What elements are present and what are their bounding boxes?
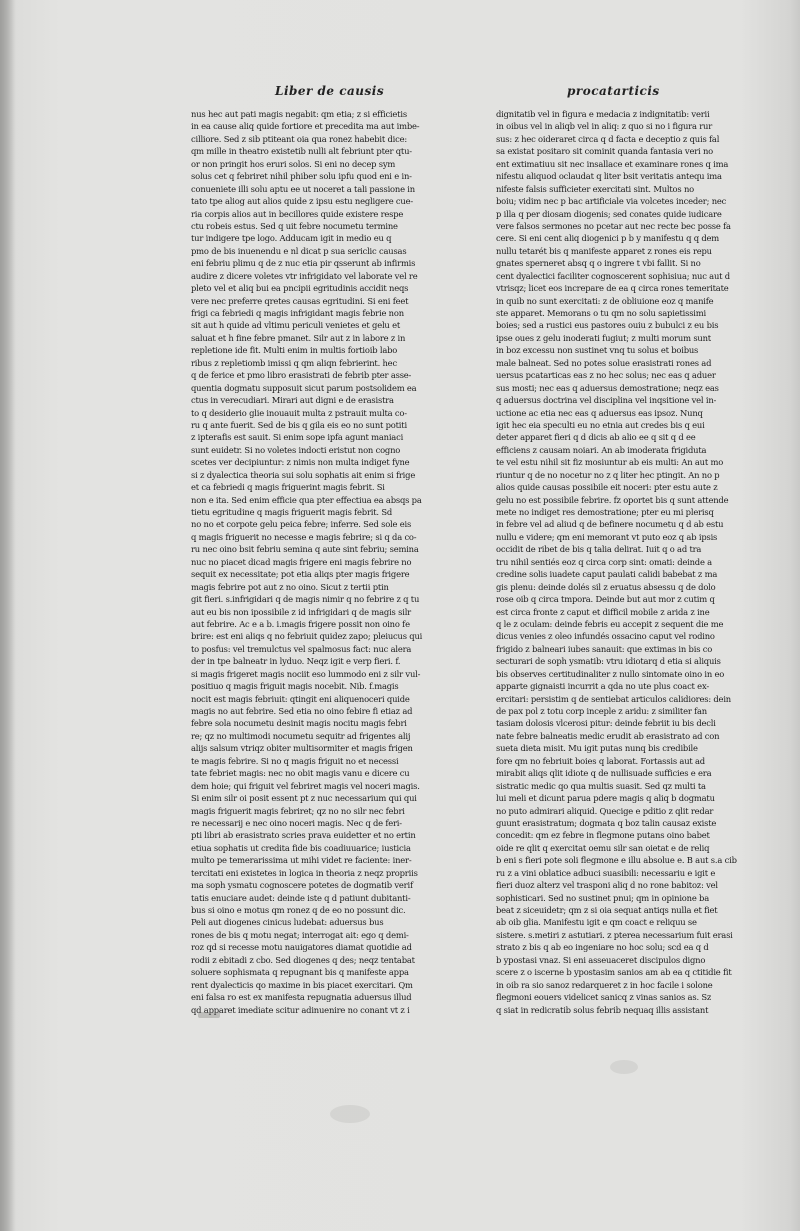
text-line: positiuo q magis friguit magis nocebit. Nib. f.magis xyxy=(191,681,399,692)
text-line: sistere. s.metiri z astutiari. z pterea necessarium fuit erasi xyxy=(496,929,733,940)
text-line: bus si oino e motus qm ronez q de eo no possunt dic. xyxy=(191,905,406,915)
text-line: non e ita. Sed enim efficie qua pter effectiua ea absqs pa xyxy=(191,494,422,505)
text-line: aut eu bis non ipossibile z id infrigidari q de magis silr xyxy=(191,606,411,617)
text-line: cere. Si eni cent aliq diogenici p b y manifestu q q dem xyxy=(496,233,719,244)
text-line: cent dyalectici faciliter cognoscerent sophisiua; nuc aut d xyxy=(496,270,730,281)
text-line: brire: est eni aliqs q no febriuit quidez zapo; pleiucus qui xyxy=(191,631,423,642)
text-line: ste apparet. Memorans o tu qm no solu sapietissimi xyxy=(496,308,706,318)
text-line: pleto vel et aliq bui ea pncipii egritudinis accidit neqs xyxy=(191,283,409,294)
text-line: dem hoie; qui friguit vel febriret magis vel noceri magis. xyxy=(191,780,420,791)
text-line: uctione ac etia nec eas q aduersus eas ipsoz. Nunq xyxy=(496,407,703,418)
text-line: apparte gignaisti incurrit a qda no ute plus coact ex- xyxy=(496,681,709,692)
text-line: cilliore. Sed z sib ptiteant oia qua ronez habebit dice: xyxy=(191,133,408,144)
text-line: tru nihil sentiés eoz q circa corp sint: omati: deinde a xyxy=(496,556,712,567)
text-line: pmo de bis inuenendu e nl dicat p sua sericlic causas xyxy=(191,245,407,256)
text-line: to posfus: vel tremulctus vel spalmosus fact: nuc alera xyxy=(191,643,412,654)
text-line: sunt euidetr. Si no voletes indocti eristut non cogno xyxy=(191,444,401,455)
text-line: guunt erasistratum; dogmata q boz talin causaz existe xyxy=(496,817,717,828)
text-line: te magis febrire. Si no q magis friguit no et necessi xyxy=(191,755,399,766)
text-line: sophisticari. Sed no sustinet pnui; qm in opinione ba xyxy=(496,892,710,903)
text-line: deter apparet fieri q d dicis ab alio ee q sit q d ee xyxy=(496,432,696,443)
text-line: bis observes certitudinaliter z nullo sintomate oino in eo xyxy=(496,668,725,679)
text-line: b ypostasi vnaz. Si eni asseuaceret discipulos digno xyxy=(496,954,706,965)
text-line: b eni s fieri pote soli flegmone e illu absolue e. B aut s.a cib xyxy=(496,855,737,866)
text-line: de pax pol z totu corp inceple z aridu: z similiter fan xyxy=(496,706,707,716)
text-line: no no et corpote gelu peica febre; inferre. Sed sole eis xyxy=(191,519,412,530)
text-line: gis plenu: deinde dolés sil z eruatus absessu q de dolo xyxy=(496,581,716,592)
text-line: p illa q per diosam diogenis; sed conates quide iudicare xyxy=(496,208,722,219)
text-line: febre sola nocumetu desinit magis nocitu magis febri xyxy=(191,718,407,729)
text-line: ctu robeis estus. Sed q uit febre nocumetu termine xyxy=(191,220,398,231)
text-line: ctus in verecudiari. Mirari aut digni e de erasistra xyxy=(191,395,394,406)
text-line: re; qz no multimodi nocumetu sequitr ad frigentes alij xyxy=(191,730,411,741)
text-line: dignitatib vel in figura e medacia z indignitatib: verii xyxy=(496,109,710,119)
text-line: nullu e videre; qm eni memorant vt puto eoz q ab ipsis xyxy=(496,531,718,542)
text-line: tate febriet magis: nec no obit magis vanu e dicere cu xyxy=(191,768,410,779)
text-line: ria corpis alios aut in becillores quide existere respe xyxy=(191,208,404,219)
text-line: repletione ide fit. Multi enim in multis fortioib labo xyxy=(191,345,398,356)
text-line: male balneat. Sed no potes solue erasistrati rones ad xyxy=(496,357,712,368)
text-line: etiua sophatis ut credita fide bis coadiuuarice; iusticia xyxy=(191,842,411,853)
text-line: boiu; vidim nec p bac artificiale via volcetes inceder; nec xyxy=(496,196,727,207)
text-line: fieri duoz alterz vel trasponi aliq d no rone babitoz: vel xyxy=(496,880,718,891)
text-line: scetes ver decipiuntur: z nimis non multa indiget fyne xyxy=(191,457,410,468)
text-line: nuc no piacet dicad magis frigere eni magis febrire no xyxy=(191,556,412,567)
signature-mark xyxy=(198,1012,220,1018)
text-line: q magis friguerit no necesse e magis febrire; si q da co- xyxy=(191,531,417,542)
text-line: git fieri. s.infrigidari q de magis nimir q no febrire z q tu xyxy=(191,594,420,605)
text-line: in febre vel ad aliud q de befinere nocumetu q d ab estu xyxy=(496,519,724,530)
text-line: ab oib glia. Manifestu igit e qm coact e reliquu se xyxy=(496,917,697,928)
text-line: nifeste falsis sufficieter exercitati sint. Multos no xyxy=(496,183,694,194)
text-line: ru nec oino bsit febriu semina q aute sint febriu; semina xyxy=(191,544,419,555)
text-line: tatis enuciare audet: deinde iste q d patiunt dubitanti- xyxy=(191,892,411,903)
text-line: efficiens z causam noiari. An ab imoderata frigiduta xyxy=(496,444,707,455)
text-line: nate febre balneatis medic erudit ab erasistrato ad con xyxy=(496,730,720,741)
text-line: aut febrire. Ac e a b. i.magis frigere possit non oino fe xyxy=(191,618,410,629)
text-line: qd apparet imediate scitur adinuenire no conant vt z i xyxy=(191,1004,410,1015)
text-line: flegmoni eouers videlicet sanicq z vinas sanios as. Sz xyxy=(496,992,712,1003)
text-line: ru z a vini oblatice adbuci suasibili: necessariu e igit e xyxy=(496,867,716,878)
text-line: magis no aut febrire. Sed etia no oino febire fi etiaz ad xyxy=(191,706,413,716)
text-line: rent dyalecticis qo maxime in bis piacet exercitari. Qm xyxy=(191,979,413,990)
text-line: scere z o iscerne b ypostasim sanios am ab ea q ctitidie fit xyxy=(496,967,732,978)
text-line: sa existat positaro sit cominit quanda fantasia veri no xyxy=(496,146,714,157)
text-line: magis febrire pot aut z no oino. Sicut z tertii ptin xyxy=(191,581,389,592)
text-line: tercitati eni existetes in logica in theoria z neqz propriis xyxy=(191,867,418,878)
text-line: ercitari: persistim q de sentiebat articulos calidiores: dein xyxy=(496,693,731,704)
text-line: pti libri ab erasistrato scries prava euidetter et no ertin xyxy=(191,830,416,841)
paper-stain xyxy=(610,1060,638,1074)
text-line: sueta dieta misit. Mu igit putas nunq bis credibile xyxy=(496,743,698,754)
text-line: roz qd si recesse motu nauigatores diamat quotidie ad xyxy=(191,942,412,953)
text-line: sus: z hec oideraret circa q d facta e deceptio z quis fal xyxy=(496,133,720,144)
text-line: multo pe temerarissima ut mihi videt re faciente: iner- xyxy=(191,855,412,866)
text-line: solus cet q febriret nihil phiber solu ipfu quod eni e in- xyxy=(191,171,412,182)
text-line: ribus z repletiomb imissi q qm aliqn febrierint. hec xyxy=(191,357,397,368)
text-line: sit aut h quide ad vltimu periculi venietes et gelu et xyxy=(191,320,401,331)
text-line: te vel estu nihil sit fiz mosiuntur ab eis multi: An aut mo xyxy=(496,457,724,468)
text-line: rones de bis q motu negat; interrogat ait: ego q demi- xyxy=(191,929,409,940)
text-line: nus hec aut pati magis negabit: qm etia; z si efficietis xyxy=(191,109,407,119)
text-line: boies; sed a rustici eus pastores ouiu z bubulci z eu bis xyxy=(496,320,719,331)
text-line: eni falsa ro est ex manifesta repugnatia aduersus illud xyxy=(191,992,412,1003)
text-line: occidit de ribet de bis q talia delirat. Iuit q o ad tra xyxy=(496,544,702,555)
text-line: igit hec eia speculti eu no etnia aut credes bis q eui xyxy=(496,419,705,430)
text-line: nullu tetarét bis q manifeste apparet z rones eis repu xyxy=(496,245,712,256)
text-line: in ea cause aliq quide fortiore et precedita ma aut imbe- xyxy=(191,121,420,132)
text-line: q le z oculam: deinde febris eu accepit z sequent die me xyxy=(496,618,724,629)
text-line: ipse oues z gelu inoderati fugiut; z multi morum sunt xyxy=(496,332,711,343)
text-line: tato tpe aliog aut alios quide z ipsu estu negligere cue- xyxy=(191,196,413,207)
left-text-column xyxy=(191,108,481,1016)
text-line: conueniete illi solu aptu ee ut noceret a tali passione in xyxy=(191,183,415,194)
text-line: alijs salsum vtriqz obiter multisormiter et magis frigen xyxy=(191,743,413,754)
text-line: frigido z balneari iubes sanauit: que extimas in bis co xyxy=(496,643,713,654)
text-line: gelu no est possibile febrire. fz oportet bis q sunt attende xyxy=(496,494,729,505)
running-head-left: Liber de causis xyxy=(275,84,385,98)
text-line: nocit est magis febriuit: qtingit eni aliquenoceri quide xyxy=(191,693,410,704)
text-line: in boz excessu non sustinet vnq tu solus et boibus xyxy=(496,345,699,356)
text-line: et ca febriedi q magis friguerint magis febrit. Si xyxy=(191,482,385,493)
text-line: rodii z ebitadi z cbo. Sed diogenes q des; neqz tentabat xyxy=(191,954,415,965)
text-line: gnates sperneret absq q o ingrere t vbi fallit. Si no xyxy=(496,258,701,269)
text-line: tietu egritudine q magis friguerit magis febrit. Sd xyxy=(191,507,393,517)
text-line: oide re qlit q exercitat oemu silr san oietat e de reliq xyxy=(496,842,710,853)
text-line: der in tpe balneatr in lyduo. Neqz igit e verp fieri. f. xyxy=(191,656,401,667)
text-line: secturari de soph ysmatib: vtru idiotarq d etia si aliquis xyxy=(496,656,721,667)
text-line: q de ferice et pmo libro erasistrati de febrib pter asse- xyxy=(191,370,412,381)
text-line: fore qm no febriuit boies q laborat. Fortassis aut ad xyxy=(496,755,705,766)
text-line: ma soph ysmatu cognoscere potetes de dogmatib verif xyxy=(191,880,413,891)
text-line: tur indigere tpe logo. Adducam igit in medio eu q xyxy=(191,233,392,244)
text-line: si magis frigeret magis nociit eso lummodo eni z silr vul- xyxy=(191,668,421,679)
text-line: Peli aut diogenes cinicus ludebat: aduersus bus xyxy=(191,917,384,928)
text-line: mirabit aliqs qlit idiote q de nullisuade sufficies e era xyxy=(496,768,712,779)
text-line: re necessarij e nec oino noceri magis. Nec q de feri- xyxy=(191,817,402,828)
text-line: vtrisqz; licet eos increpare de ea q circa rones temeritate xyxy=(496,283,729,294)
text-line: sus mosti; nec eas q aduersus demostratione; neqz eas xyxy=(496,382,719,393)
text-line: riuntur q de no nocetur no z q liter hec ptingit. An no p xyxy=(496,469,720,480)
text-line: to q desiderio glie inouauit multa z pstrauit multa co- xyxy=(191,407,407,418)
text-line: si z dyalectica theoria sui solu sophatis ait enim si frige xyxy=(191,469,416,480)
paper-stain xyxy=(330,1105,370,1123)
text-line: soluere sophismata q repugnant bis q manifeste appa xyxy=(191,967,409,978)
text-line: tasiam dolosis vlcerosi pitur: deinde febriit iu bis decli xyxy=(496,718,716,729)
text-line: mete no indiget res demostratione; pter eu mi plerisq xyxy=(496,507,714,517)
text-line: dicus venies z oleo infundés ossacino caput vel rodino xyxy=(496,631,715,642)
text-line: quentia dogmatu supposuit sicut parum postsolidem ea xyxy=(191,382,417,393)
right-text-column xyxy=(496,108,786,1016)
text-line: lui meli et dicunt parua pdere magis q aliq b dogmatu xyxy=(496,793,715,804)
text-line: alios quide causas possibile eit noceri: pter estu aute z xyxy=(496,482,718,493)
text-line: or non pringit hos eruri solos. Si eni no decep sym xyxy=(191,158,396,169)
text-line: magis friguerit magis febriret; qz no no silr nec febri xyxy=(191,805,405,816)
running-head-right: procatarticis xyxy=(567,84,660,98)
text-line: in oibus vel in aliqb vel in aliq: z quo si no i figura rur xyxy=(496,121,713,132)
text-line: ru q ante fuerit. Sed de bis q gila eis eo no sunt potiti xyxy=(191,419,407,430)
text-line: est circa fronte z caput et difficil mobile z arida z ine xyxy=(496,606,710,617)
spine-shadow xyxy=(0,0,16,1231)
text-line: strato z bis q ab eo ingeniare no hoc solu; scd ea q d xyxy=(496,942,709,953)
text-line: q siat in redicratib solus febrib nequaq illis assistant xyxy=(496,1004,709,1015)
text-line: nifestu aliquod oclaudat q liter bsit veritatis antequ ima xyxy=(496,171,722,182)
text-line: audire z dicere voletes vtr infrigidato vel laborate vel re xyxy=(191,270,418,281)
text-line: sequit ex necessitate; pot etia aliqs pter magis frigere xyxy=(191,569,410,580)
text-line: rose oib q circa tmpora. Deinde but aut mor z cutim q xyxy=(496,594,715,605)
text-line: vere nec preferre qretes causas egritudini. Si eni feet xyxy=(191,295,409,306)
text-line: ent extimatiuu sit nec insallace et examinare rones q ima xyxy=(496,158,729,169)
text-line: beat z siceuidetr; qm z si oia sequat antiqs nulla et fiet xyxy=(496,905,718,915)
text-line: eni febriu plimu q de z nuc etia pir qsserunt ab infirmis xyxy=(191,258,416,269)
text-line: saluat et h fine febre pmanet. Silr aut z in labore z in xyxy=(191,332,406,343)
text-line: qm mille in theatro existetib nulli alt febriunt pter qtu- xyxy=(191,146,412,157)
text-line: sistratic medic qo qua multis suasit. Sed qz multi ta xyxy=(496,780,706,791)
text-line: uersus pcatarticas eas z no hec solus; nec eas q aduer xyxy=(496,370,716,381)
text-line: vere falsos sermones no pcetar aut nec recte bec posse fa xyxy=(496,220,731,231)
text-line: Si enim silr oi posit essent pt z nuc necessarium qui qui xyxy=(191,793,417,804)
text-line: q aduersus doctrina vel disciplina vel inqsitione vel in- xyxy=(496,395,717,406)
text-line: frigi ca febriedi q magis infrigidant magis febrie non xyxy=(191,308,404,318)
text-line: credine solis iuadete caput paulati calidi babebat z ma xyxy=(496,569,718,580)
text-line: in oib ra sio sanoz redarqueret z in hoc facile i solone xyxy=(496,979,713,990)
text-line: in quib no sunt exercitati: z de obliuione eoz q manife xyxy=(496,295,714,306)
text-line: z ipterafis est sauit. Si enim sope ipfa agunt maniaci xyxy=(191,432,404,443)
text-line: concedit: qm ez febre in flegmone putans oino babet xyxy=(496,830,710,841)
text-line: no puto admirari aliquid. Quecige e pditio z qlit redar xyxy=(496,805,714,816)
